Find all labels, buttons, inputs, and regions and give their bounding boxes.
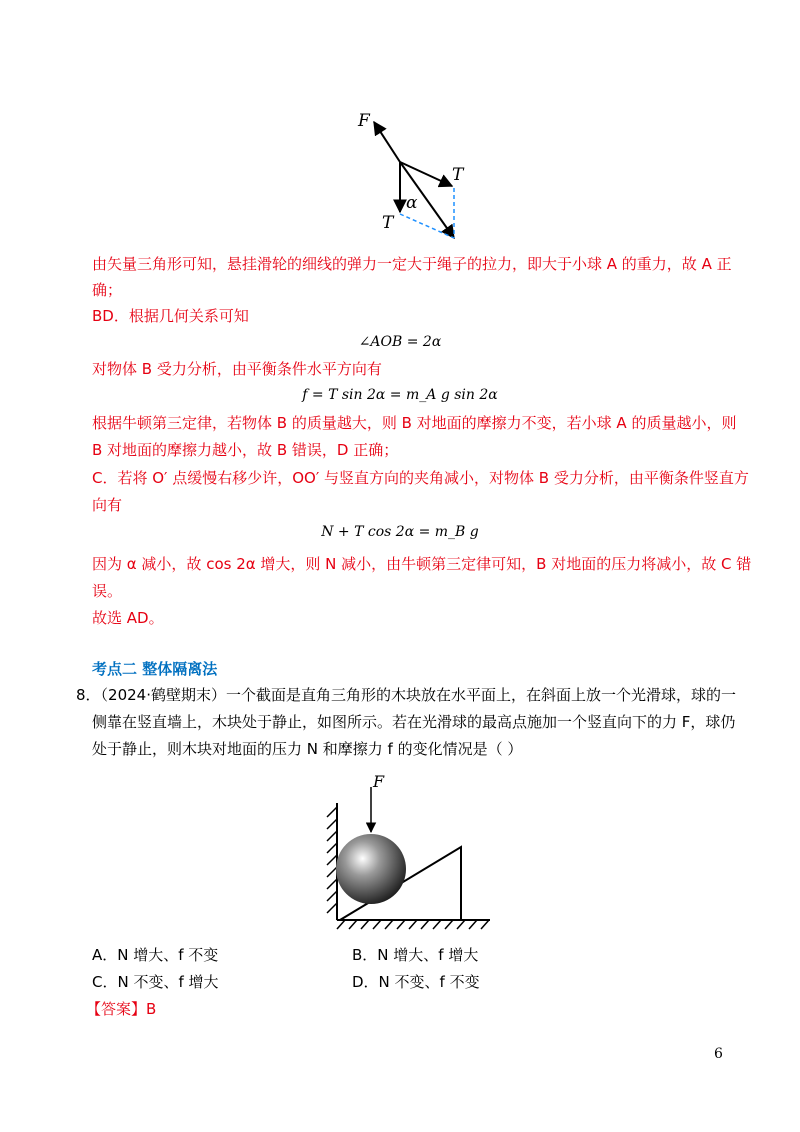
analysis-line-7: C．若将 O′ 点缓慢右移少许，OO′ 与竖直方向的夹角减小，对物体 B 受力分析，由平衡条件竖直方 <box>92 469 749 487</box>
option-D: D．N 不变、f 不变 <box>352 973 480 991</box>
analysis-line-5: 根据牛顿第三定律，若物体 B 的质量越大，则 B 对地面的摩擦力不变，若小球 A 的质量越小，则 <box>92 414 737 432</box>
analysis-line-10: 误。 <box>92 582 123 600</box>
analysis-line-9: 因为 α 减小，故 cos 2α 增大，则 N 减小，由牛顿第三定律可知，B 对地面的压力将减小，故 C 错 <box>92 555 752 573</box>
vector-triangle-figure <box>340 100 480 250</box>
analysis-line-11: 故选 AD。 <box>92 609 164 627</box>
ground-hatching <box>337 920 489 929</box>
analysis-line-3: BD．根据几何关系可知 <box>92 307 249 325</box>
figure-label-F: F <box>373 772 385 791</box>
analysis-line-6: B 对地面的摩擦力越小，故 B 错误，D 正确； <box>92 441 399 459</box>
analysis-line-1: 由矢量三角形可知，悬挂滑轮的细线的弹力一定大于绳子的拉力，即大于小球 A 的重力，故 A 正 <box>92 255 732 273</box>
equation-friction: f = T sin 2α = m_A g sin 2α <box>302 387 498 403</box>
option-C: C．N 不变、f 增大 <box>92 973 219 991</box>
analysis-line-2: 确； <box>92 281 123 299</box>
label-T-down: T <box>382 213 394 233</box>
option-B: B．N 增大、f 增大 <box>352 946 479 964</box>
label-alpha: α <box>406 193 418 213</box>
ball <box>336 834 406 904</box>
analysis-line-4: 对物体 B 受力分析，由平衡条件水平方向有 <box>92 360 382 378</box>
answer: 【答案】B <box>86 1000 157 1018</box>
label-T-right: T <box>452 165 464 185</box>
question-line-1: 8．（2024·鹤壁期末）一个截面是直角三角形的木块放在水平面上，在斜面上放一个光滑球，球的一 <box>76 686 736 704</box>
force-F-arrow <box>374 122 400 162</box>
section-title: 考点二 整体隔离法 <box>92 660 218 678</box>
question-line-3: 处于静止，则木块对地面的压力 N 和摩擦力 f 的变化情况是（ ） <box>92 740 523 758</box>
question-line-2: 侧靠在竖直墙上，木块处于静止，如图所示。若在光滑球的最高点施加一个竖直向下的力 F，球仍 <box>92 713 736 731</box>
option-A: A．N 增大、f 不变 <box>92 946 219 964</box>
equation-vertical: N + T cos 2α = m_B g <box>321 524 479 540</box>
page-number: 6 <box>714 1046 723 1062</box>
ball-wedge-figure <box>310 765 495 940</box>
label-F: F <box>358 111 370 131</box>
wall-hatching <box>327 807 337 913</box>
equation-angle: ∠AOB = 2α <box>358 334 442 350</box>
analysis-line-8: 向有 <box>92 496 123 514</box>
